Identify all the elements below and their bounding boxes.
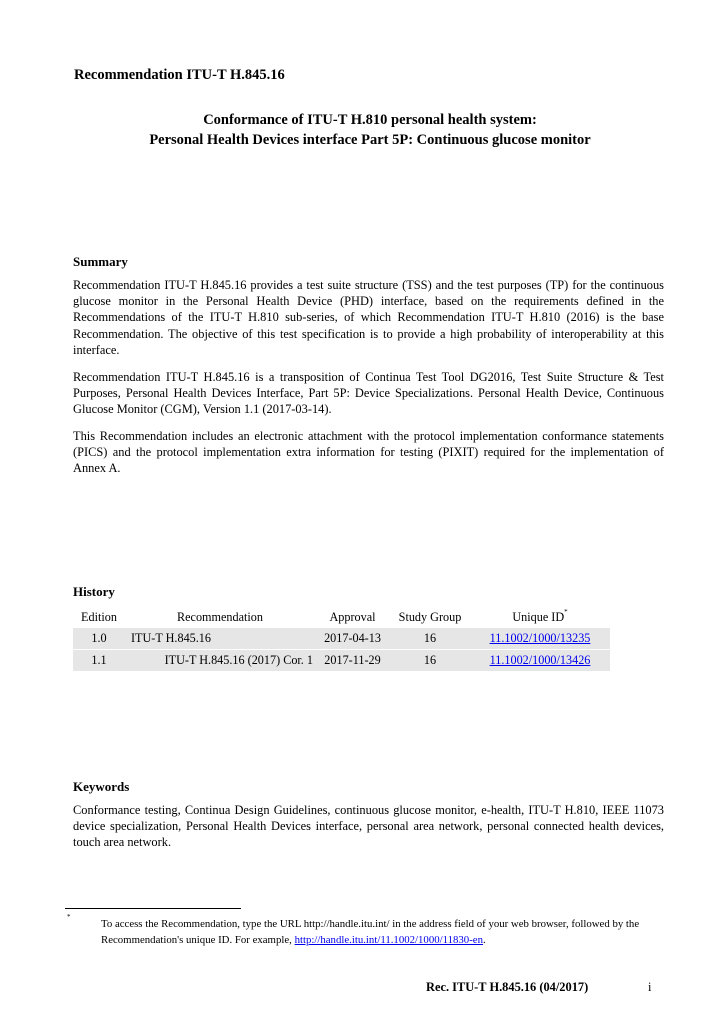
unique-id-link[interactable]: 11.1002/1000/13235 bbox=[489, 631, 591, 645]
study-group-cell: 16 bbox=[390, 628, 470, 650]
recommendation-title: Recommendation ITU-T H.845.16 bbox=[74, 67, 285, 83]
title-line-1: Conformance of ITU-T H.810 personal health system: bbox=[203, 112, 537, 128]
table-row bbox=[73, 650, 610, 672]
col-edition-header: Edition bbox=[81, 609, 117, 624]
footnote-example-link[interactable]: http://handle.itu.int/11.1002/1000/11830-en bbox=[294, 934, 483, 946]
study-group-cell: 16 bbox=[390, 650, 470, 672]
approval-cell: 2017-04-13 bbox=[315, 628, 390, 650]
recommendation-cell: ITU-T H.845.16 (2017) Cor. 1 bbox=[125, 650, 315, 672]
summary-heading: Summary bbox=[73, 254, 128, 269]
edition-cell: 1.0 bbox=[73, 628, 125, 650]
keywords-heading: Keywords bbox=[73, 779, 130, 794]
footnote-reference: * bbox=[564, 607, 568, 616]
col-approval-header: Approval bbox=[329, 609, 376, 624]
summary-paragraph-1: Recommendation ITU-T H.845.16 provides a test suite structure (TSS) and the test purposes (TP) for the continuous glucose monitor in the Personal Health Device (PHD) interface, based on the requirements defined in the Recommendations of the ITU-T H.810 sub-series, of which Recommendation ITU-T H.810 (2016) is the base Recommendation. The objective of this test specification is to provide a high probability of interoperability at this interface. bbox=[73, 278, 664, 357]
summary-paragraph-2: Recommendation ITU-T H.845.16 is a transposition of Continua Test Tool DG2016, Test Suite Structure & Test Purposes, Personal Health Devices Interface, Part 5P: Device Specializations. Personal Health Device, Continuous Glucose Monitor (CGM), Version 1.1 (2017-03-14). bbox=[73, 370, 664, 417]
edition-cell: 1.1 bbox=[73, 650, 125, 672]
page-number: i bbox=[648, 980, 652, 994]
footnote-mark: * bbox=[67, 913, 71, 921]
col-unique-id-header: Unique ID* bbox=[512, 607, 568, 624]
unique-id-link[interactable]: 11.1002/1000/13426 bbox=[489, 653, 591, 667]
recommendation-cell: ITU-T H.845.16 bbox=[125, 628, 315, 650]
col-recommendation-header: Recommendation bbox=[177, 609, 263, 624]
col-study-group-header: Study Group bbox=[398, 609, 462, 624]
history-table-header bbox=[73, 606, 610, 628]
footnote-divider bbox=[65, 908, 241, 909]
table-row bbox=[73, 628, 610, 650]
unique-id-cell bbox=[470, 628, 610, 650]
keywords-text: Conformance testing, Continua Design Guidelines, continuous glucose monitor, e-health, ITU-T H.810, IEEE 11073 device specialization, Personal Health Devices interface, personal area network, personal connected health devices, touch area network. bbox=[73, 803, 664, 850]
title-line-2: Personal Health Devices interface Part 5P: Continuous glucose monitor bbox=[149, 132, 591, 148]
approval-cell: 2017-11-29 bbox=[315, 650, 390, 672]
history-table bbox=[73, 606, 610, 671]
unique-id-cell bbox=[470, 650, 610, 672]
page-title bbox=[0, 110, 724, 150]
history-heading: History bbox=[73, 584, 115, 599]
footnote-text: To access the Recommendation, type the URL http://handle.itu.int/ in the address field of your web browser, followed by the Recommendation's unique ID. For example, http://handle.itu.int/11.1002/1000/11830-en. bbox=[101, 918, 640, 946]
summary-paragraph-3: This Recommendation includes an electronic attachment with the protocol implementation conformance statements (PICS) and the protocol implementation extra information for testing (PIXIT) required for the implementation of Annex A. bbox=[73, 429, 664, 476]
footer-recommendation-label: Rec. ITU-T H.845.16 (04/2017) bbox=[426, 980, 589, 994]
